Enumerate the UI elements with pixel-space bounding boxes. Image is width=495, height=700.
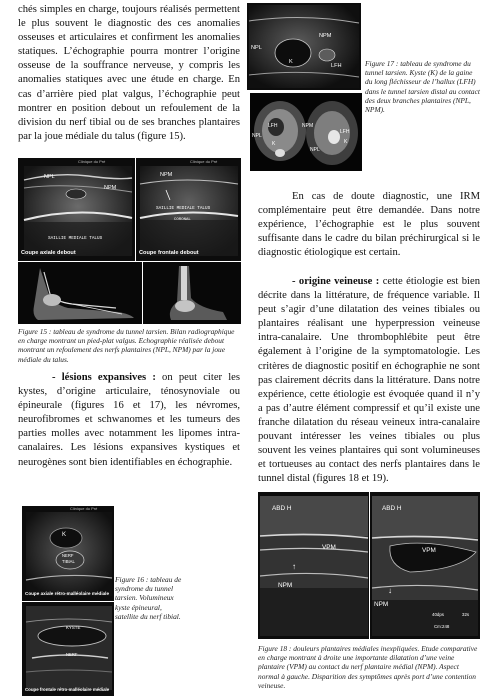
figure-16-us-frontal bbox=[22, 602, 114, 696]
readout-s: 32s bbox=[462, 612, 470, 617]
mri-label-npl: NPL bbox=[310, 147, 320, 153]
us-header: Clinique du Pré bbox=[190, 159, 218, 164]
label-k: K bbox=[62, 532, 67, 538]
label-vpm: VPM bbox=[322, 544, 336, 551]
label-npl: NPL bbox=[44, 174, 55, 180]
figure-17-us bbox=[247, 3, 361, 90]
label-npm: NPM bbox=[160, 172, 173, 178]
figure-18-us-right bbox=[370, 492, 480, 639]
figure-16-caption: Figure 16 : tableau de syndrome du tunnel tarsien. Volumineux kyste épineural, satellite du nerf tibial. bbox=[115, 575, 182, 621]
figure-17-mri bbox=[250, 93, 362, 171]
tag-coupe-frontale: Coupe frontale debout bbox=[139, 250, 199, 256]
label-saillie: SAILLIE MEDIALE TALUS bbox=[48, 236, 103, 241]
mri-label-lfh: LFH bbox=[268, 123, 278, 129]
mri-label-k: K bbox=[272, 141, 276, 147]
tag-coupe-axiale: Coupe axiale debout bbox=[21, 250, 76, 256]
figure-18-us-left bbox=[258, 492, 369, 639]
veineuse-heading: - origine veineuse : bbox=[292, 276, 380, 287]
paragraph-veineuse bbox=[258, 275, 480, 486]
paragraph-lesions bbox=[18, 371, 240, 470]
label-vpm: VPM bbox=[422, 547, 436, 554]
paragraph-bony-origin: chés simples en charge, toujours réalisés permettent le plus souvent le diagnostic des ces anomalies osseuses et articulaires et confirment les anomalies statiques. L’échographie pourra montrer l’origine osseuse de la souffrance nerveuse, y compris les anomalies statiques avec une étude en charge. En cas d’arrière pied plat valgus, l’échographie peut montrer en position debout un refoulement de la division du nerf tibial ou de ses branches plantaires par la joue médiale du talus (figure 15). bbox=[18, 4, 240, 142]
label-npm: NPM bbox=[319, 33, 332, 39]
label-npm: NPM bbox=[104, 185, 117, 191]
figure-15-us-axial bbox=[18, 158, 135, 261]
us-header: Clinique du Pré bbox=[70, 506, 98, 511]
tag-coupe-frontale-retro: Coupe frontale rétro-malléolaire médiale bbox=[25, 687, 110, 692]
label-k: K bbox=[289, 59, 293, 65]
label-npm: NPM bbox=[374, 601, 389, 608]
figure-16-us-axial bbox=[22, 506, 114, 601]
label-saillie: SAILLIE MEDIALE TALUS bbox=[156, 206, 211, 211]
mri-label-lfh: LFH bbox=[340, 129, 350, 135]
label-npm: NPM bbox=[278, 582, 293, 589]
figure-15-us-frontal bbox=[136, 158, 241, 261]
readout-cm: Cm:248 bbox=[434, 624, 450, 629]
lesions-body: on peut citer les kystes, d’origine articulaire, ténosynoviale ou épineurale (figures 16 et 17), les névromes, neurofibromes et schwanomes et les tumeurs des parties molles avec notamment les lipomes intra-canalaires. Les lésions expansives kystiques et neurogènes sont bien identifiables en échographie. bbox=[18, 372, 240, 468]
label-nerf: NERF bbox=[66, 652, 78, 657]
label-tibial: TIBIAL bbox=[62, 559, 75, 564]
label-kyste: KYSTE bbox=[66, 625, 81, 630]
lesions-heading: - lésions expansives : bbox=[52, 372, 156, 383]
mri-label-npl: NPL bbox=[252, 133, 262, 139]
label-abd-h: ABD H bbox=[272, 505, 292, 512]
arrow-icon: ↑ bbox=[292, 562, 296, 571]
label-lfh: LFH bbox=[331, 63, 342, 69]
figure-15-caption: Figure 15 : tableau de syndrome du tunnel tarsien. Bilan radiographique en charge montrant un pied-plat valgus. Echographie réalisée debout montrant un refoulement des nerfs plantaires (NPL, NPM) par la joue médiale du talus. bbox=[18, 327, 235, 364]
us-header: Clinique du Pré bbox=[78, 159, 106, 164]
veineuse-body: cette étiologie est bien décrite dans la littérature, de fréquence variable. Il peut s’agir d’une dilatation des veines tibiales ou plantaires réalisant une hyperpression veineuse intra-canalaire. Une thrombophlébite peut être également à l’origine de la symptomatologie. Les critères de diagnostic positif en échographie ne sont pas clairement décrits dans la littérature. Dans notre expérience, cette étiologie est évoquée quand il n’y a pas d’autre élément compressif et qu’il existe une franche dilatation du réseau veineux intra-canalaire pouvant intéresser les veines tibiales ou plus souvent les veines plantaires qui sont volumineuses et tortueuses au contact des nerfs plantaires dans le tunnel distal (figures 18 et 19). bbox=[258, 276, 481, 485]
figure-18-caption: Figure 18 : douleurs plantaires médiales inexpliquées. Etude comparative en charge montrant à droite une importante dilatation d’une veine plantaire (VPM) au contact du nerf plantaire médial (NPM). Aspect normal à gauche. Disparition des symptômes après port d’une contention veineuse. bbox=[258, 644, 478, 690]
label-abd-h: ABD H bbox=[382, 505, 402, 512]
label-coronal: CORONAL bbox=[174, 218, 191, 222]
mri-label-npm: NPM bbox=[302, 123, 314, 129]
figure-17-caption: Figure 17 : tableau de syndrome du tunnel tarsien. Kyste (K) de la gaine du long fléchisseur de l’hallux (LFH) dans le tunnel tarsien distal au contact des deux branches plantaires (NPL, NPM). bbox=[365, 59, 480, 115]
paragraph-irm: En cas de doute diagnostic, une IRM complémentaire peut être demandée. Dans notre expérience, l’échographie est le plus souvent suffisante dans le cadre du bilan préchirurgical si le diagnostic étiologique est certain. bbox=[258, 191, 480, 259]
figure-15-xray-frontal bbox=[143, 262, 241, 324]
figure-15-xray-lateral bbox=[18, 262, 142, 324]
label-nerf: NERF bbox=[62, 553, 74, 558]
tag-coupe-axiale-retro: Coupe axiale rétro-malléolaire médiale bbox=[25, 591, 109, 596]
label-npl: NPL bbox=[251, 45, 262, 51]
mri-label-k: K bbox=[344, 139, 348, 145]
readout-fps: 40dps bbox=[432, 612, 444, 617]
arrow-icon: ↓ bbox=[388, 586, 392, 595]
